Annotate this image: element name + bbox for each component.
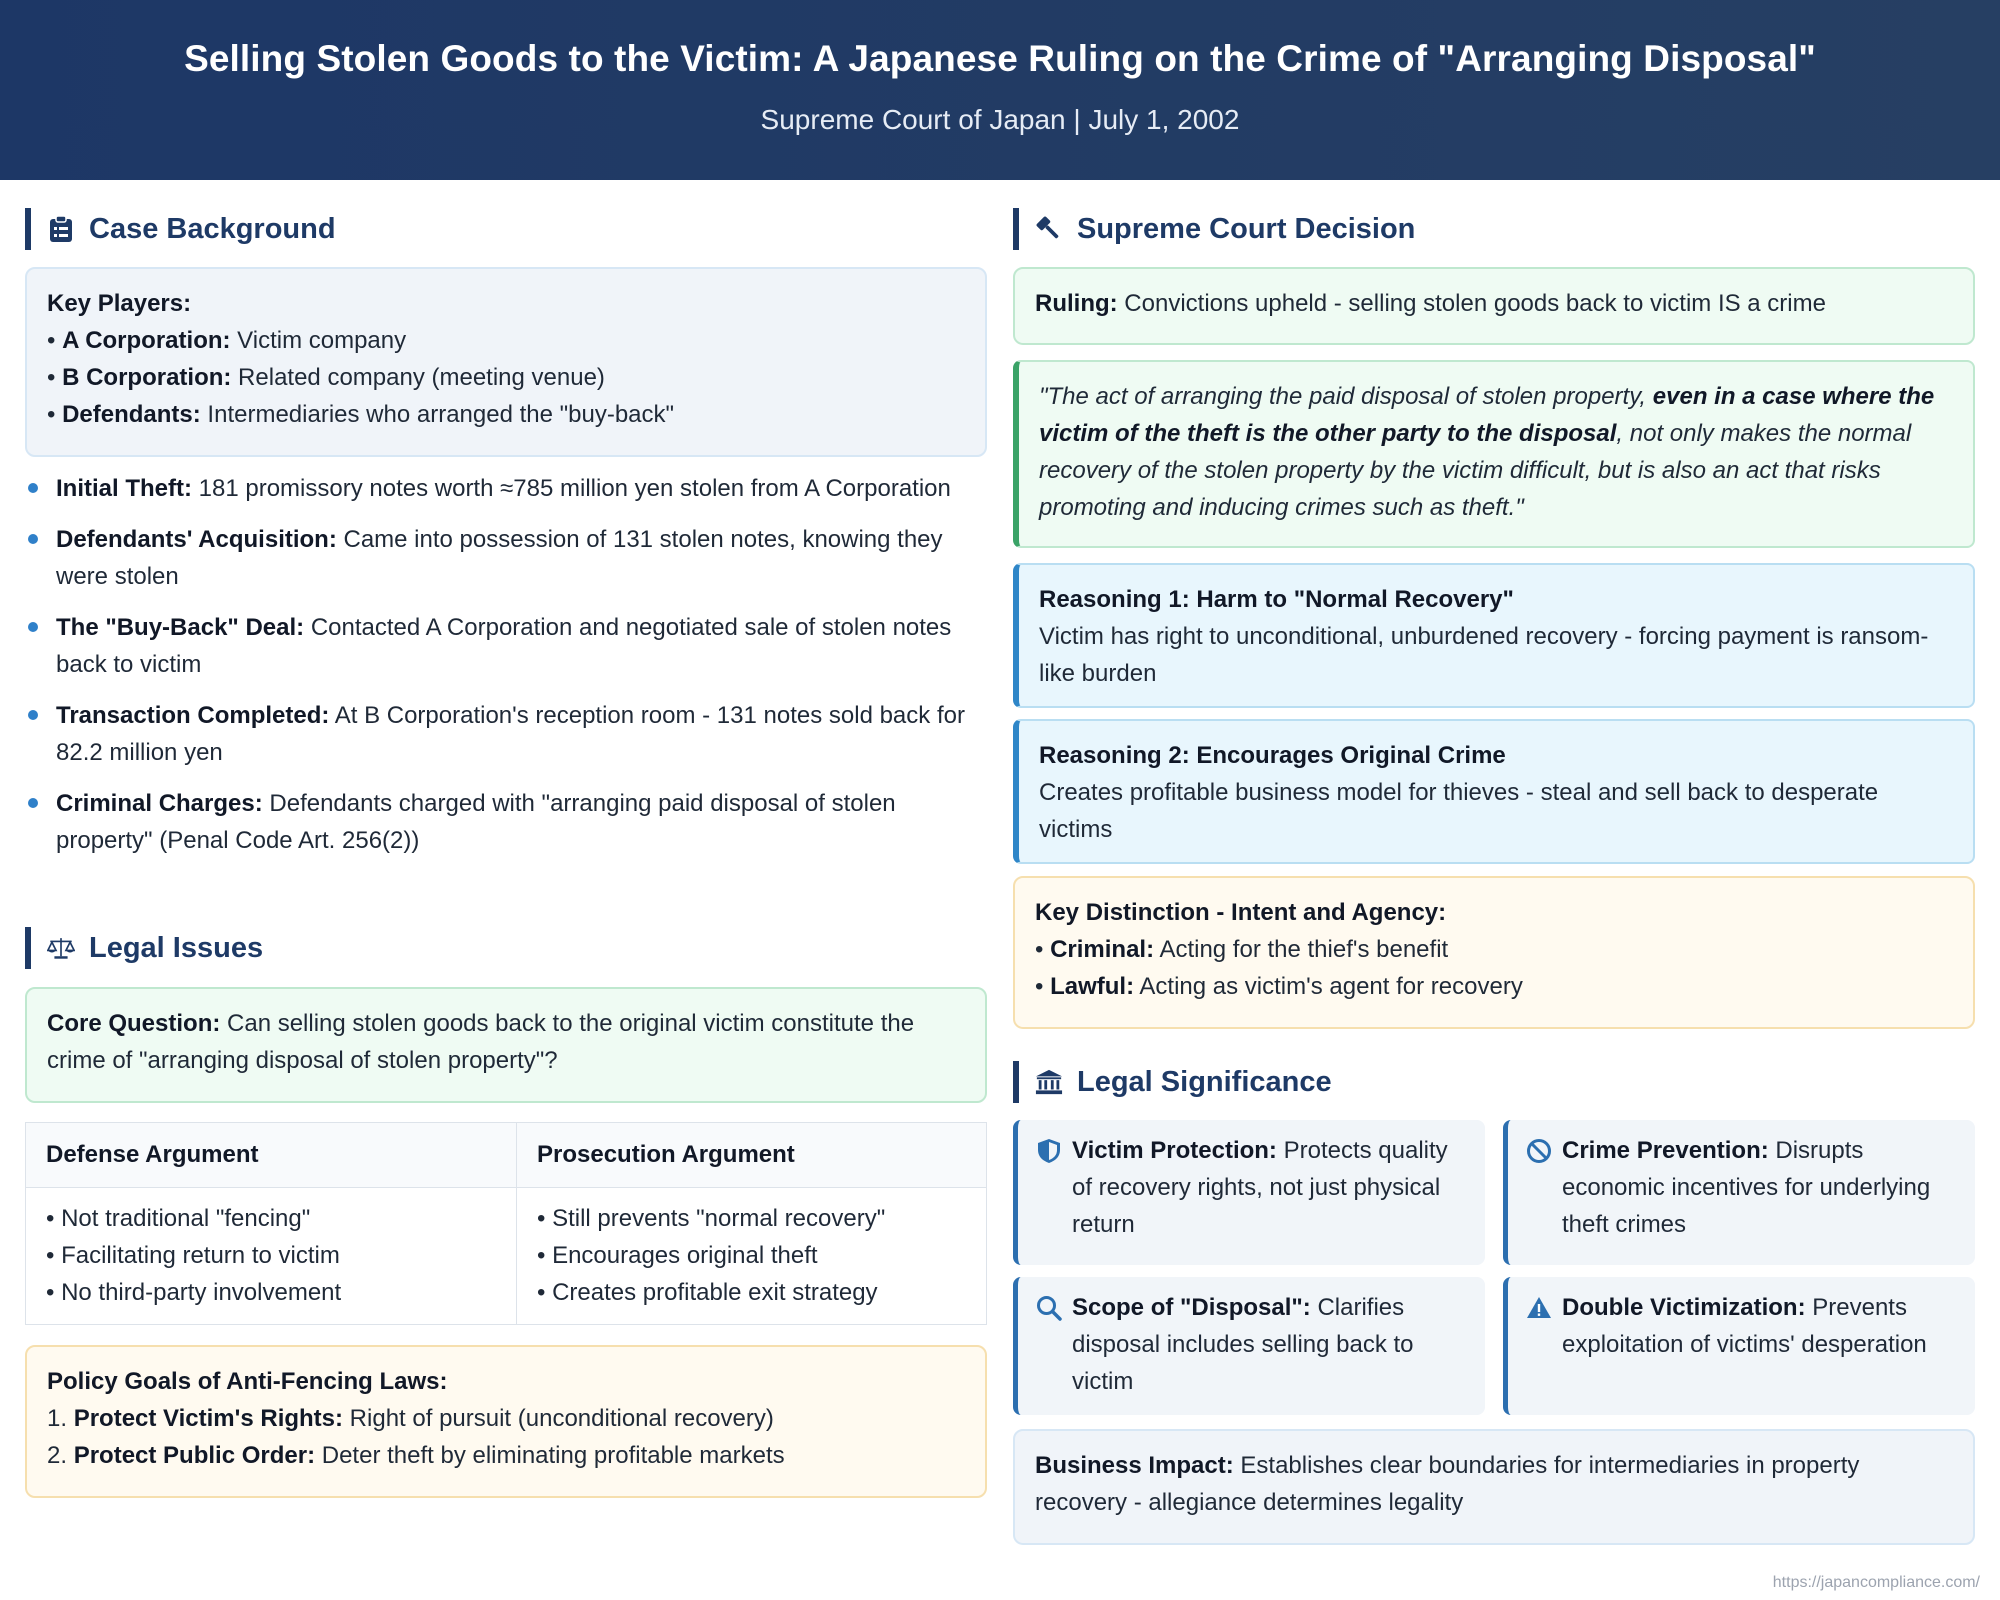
scales-icon <box>47 934 75 962</box>
reasoning-1-text: Victim has right to unconditional, unburdened recovery - forcing payment is ransom-like burden <box>1039 623 1929 687</box>
shield-icon <box>1036 1138 1062 1164</box>
section-title: Case Background <box>89 212 336 245</box>
core-question-text: Can selling stolen goods back to the original victim constitute the crime of "arranging disposal of stolen property"? <box>47 1010 915 1074</box>
distinction-item: • Criminal: Acting for the thief's benefit <box>1035 936 1449 963</box>
ruling-label: Ruling: <box>1035 290 1118 317</box>
business-impact-text: Establishes clear boundaries for intermediaries in property recovery - allegiance determines legality <box>1035 1452 1860 1516</box>
fact-item: Transaction Completed: At B Corporation's reception room - 131 notes sold back for 82.2 million yen <box>25 697 987 771</box>
section-title: Legal Issues <box>89 931 264 964</box>
prosecution-item: • Encourages original theft <box>537 1242 818 1269</box>
policy-item: 1. Protect Victim's Rights: Right of pursuit (unconditional recovery) <box>47 1405 774 1432</box>
business-impact-label: Business Impact: <box>1035 1452 1234 1479</box>
significance-card-scope-of-disposal <box>1013 1277 1485 1415</box>
legal-significance-heading <box>1013 1061 1332 1103</box>
search-icon <box>1036 1295 1062 1321</box>
card-label: Crime Prevention: <box>1562 1137 1769 1164</box>
prosecution-cell <box>517 1188 987 1325</box>
prosecution-item: • Creates profitable exit strategy <box>537 1279 878 1306</box>
defense-item: • Not traditional "fencing" <box>46 1205 311 1232</box>
defense-cell <box>26 1188 517 1325</box>
significance-card-victim-protection <box>1013 1120 1485 1265</box>
card-label: Double Victimization: <box>1562 1294 1806 1321</box>
policy-item: 2. Protect Public Order: Deter theft by eliminating profitable markets <box>47 1442 785 1469</box>
defense-item: • No third-party involvement <box>46 1279 342 1306</box>
supreme-court-decision-heading <box>1013 208 1415 250</box>
policy-title: Policy Goals of Anti-Fencing Laws: <box>47 1368 448 1395</box>
distinction-item: • Lawful: Acting as victim's agent for recovery <box>1035 973 1523 1000</box>
card-text: Protects quality of recovery rights, not just physical return <box>1072 1137 1448 1238</box>
core-question-box <box>25 987 987 1103</box>
significance-card-double-victimization <box>1503 1277 1975 1415</box>
ruling-text: Convictions upheld - selling stolen goods back to victim IS a crime <box>1117 290 1826 317</box>
core-question-label: Core Question: <box>47 1010 221 1037</box>
court-quote-box <box>1013 360 1975 548</box>
quote-emphasis: even in a case where the victim of the theft is the other party to the disposal <box>1039 383 1935 447</box>
player-item: • B Corporation: Related company (meeting venue) <box>47 364 605 391</box>
case-background-heading <box>25 208 336 250</box>
defense-header: Defense Argument <box>26 1123 517 1188</box>
card-label: Victim Protection: <box>1072 1137 1277 1164</box>
section-title: Supreme Court Decision <box>1077 212 1416 245</box>
bullet-dot <box>28 483 38 493</box>
policy-goals-box <box>25 1345 987 1498</box>
page-header <box>0 0 2000 180</box>
player-item: • Defendants: Intermediaries who arranged the "buy-back" <box>47 401 675 428</box>
card-text: Clarifies disposal includes selling back to victim <box>1072 1294 1414 1395</box>
page-title: Selling Stolen Goods to the Victim: A Japanese Ruling on the Crime of "Arranging Disposal" <box>184 38 1816 79</box>
ruling-box <box>1013 267 1975 345</box>
reasoning-2-box <box>1013 719 1975 864</box>
reasoning-1-box <box>1013 563 1975 708</box>
card-text: Disrupts economic incentives for underlying theft crimes <box>1562 1137 1931 1238</box>
arguments-table <box>25 1122 987 1325</box>
reasoning-2-title: Reasoning 2: Encourages Original Crime <box>1039 742 1506 769</box>
defense-item: • Facilitating return to victim <box>46 1242 340 1269</box>
clipboard-icon <box>47 215 75 243</box>
card-label: Scope of "Disposal": <box>1072 1294 1311 1321</box>
page-subtitle: Supreme Court of Japan | July 1, 2002 <box>760 104 1240 135</box>
case-facts-list <box>25 470 987 873</box>
quote-end: , not only makes the normal recovery of the stolen property by the victim difficult, but is also an act that risks promoting and inducing crimes such as theft." <box>1039 420 1912 521</box>
player-item: • A Corporation: Victim company <box>47 327 407 354</box>
prosecution-item: • Still prevents "normal recovery" <box>537 1205 886 1232</box>
bullet-dot <box>28 534 38 544</box>
fact-item: Criminal Charges: Defendants charged with "arranging paid disposal of stolen property" (Penal Code Art. 256(2)) <box>25 785 987 859</box>
courthouse-icon <box>1035 1068 1063 1096</box>
bullet-dot <box>28 622 38 632</box>
reasoning-1-title: Reasoning 1: Harm to "Normal Recovery" <box>1039 586 1514 613</box>
card-text: Prevents exploitation of victims' desperation <box>1562 1294 1927 1358</box>
fact-item: The "Buy-Back" Deal: Contacted A Corporation and negotiated sale of stolen notes back to victim <box>25 609 987 683</box>
fact-item: Defendants' Acquisition: Came into possession of 131 stolen notes, knowing they were stolen <box>25 521 987 595</box>
key-players-box <box>25 267 987 457</box>
fact-item: Initial Theft: 181 promissory notes worth ≈785 million yen stolen from A Corporation <box>25 470 987 507</box>
footer-url: https://japancompliance.com/ <box>1772 1574 1980 1591</box>
prosecution-header: Prosecution Argument <box>517 1123 987 1188</box>
section-title: Legal Significance <box>1077 1065 1332 1098</box>
gavel-icon <box>1035 215 1063 243</box>
quote-start: "The act of arranging the paid disposal of stolen property, <box>1039 383 1653 410</box>
key-players-label: Key Players: <box>47 290 192 317</box>
business-impact-box <box>1013 1429 1975 1545</box>
reasoning-2-text: Creates profitable business model for thieves - steal and sell back to desperate victims <box>1039 779 1879 843</box>
distinction-title: Key Distinction - Intent and Agency: <box>1035 899 1447 926</box>
legal-issues-heading <box>25 927 263 969</box>
significance-card-crime-prevention <box>1503 1120 1975 1265</box>
bullet-dot <box>28 710 38 720</box>
key-distinction-box <box>1013 876 1975 1029</box>
bullet-dot <box>28 798 38 808</box>
ban-icon <box>1526 1138 1552 1164</box>
warning-icon <box>1526 1295 1552 1321</box>
